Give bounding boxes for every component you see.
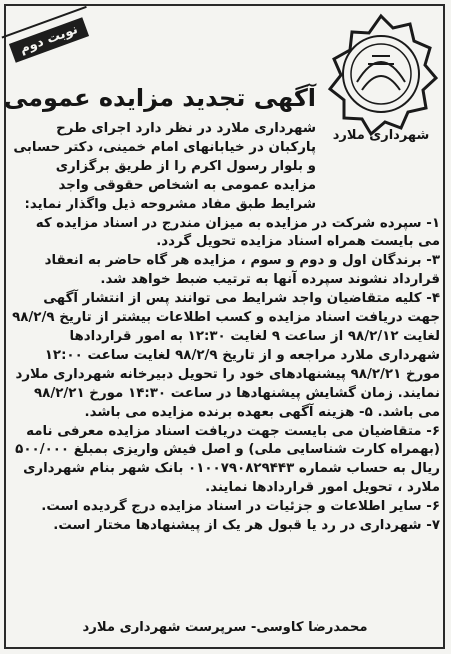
signature: محمدرضا کاوسی- سرپرست شهرداری ملارد bbox=[82, 620, 368, 635]
notice-title: آگهی تجدید مزایده عمومی bbox=[3, 84, 316, 112]
logo-caption: شهرداری ملارد bbox=[332, 128, 430, 143]
turn-badge: نوبت دوم bbox=[9, 17, 89, 62]
clause-6-payment: ۶- متقاضیان می بایست جهت دریافت اسناد مزایده معرفی نامه (بهمراه کارت شناسایی ملی) و اصل فیش واریزی بمبلغ ۵۰۰/۰۰۰ ریال به حساب شماره ۰۱۰۰۷۹۰۸۲۹۴۴۳ بانک شهر بنام شهرداری ملارد ، تحویل امور قراردادها نمایند. bbox=[15, 423, 440, 496]
clause-3: ۳- برندگان اول و دوم و سوم ، مزایده هر گاه حاضر به انعقاد قرارداد نشوند سپرده آنها به ترتیب ضبط خواهد شد. bbox=[44, 253, 440, 288]
clause-6-details: ۶- سایر اطلاعات و جزئیات در اسناد مزایده درج گردیده است. bbox=[41, 499, 440, 515]
notice-body bbox=[10, 120, 440, 536]
clause-1: ۱- سپرده شرکت در مزایده به میزان مندرج در اسناد مزایده که می بایست همراه اسناد مزایده تحویل گردد. bbox=[35, 215, 440, 250]
clause-7: ۷- شهرداری در رد یا قبول هر یک از پیشنهادها مختار است. bbox=[53, 518, 440, 534]
intro-paragraph: شهرداری ملارد در نظر دارد اجرای طرح پارکبان در خیابانهای امام خمینی، دکتر حسابی و بلوار رسول اکرم را از طریق برگزاری مزایده عمومی به اشخاص حقوقی واجد شرایط طبق مفاد مشروحه ذیل واگذار نماید: bbox=[13, 121, 316, 212]
clause-4: ۴- کلیه متقاضیان واجد شرایط می توانند پس از انتشار آگهی جهت دریافت اسناد مزایده و کسب اطلاعات بیشتر از تاریخ ۹۸/۲/۹ لغایت ۹۸/۲/۱۲ از ساعت ۹ لغایت ۱۲:۳۰ به امور قراردادها شهرداری ملارد مراجعه و از تاریخ ۹۸/۲/۹ لغایت ساعت ۱۲:۰۰ مورخ ۹۸/۲/۲۱ پیشنهادهای خود را تحویل دبیرخانه شهرداری ملارد نمایند. زمان گشایش پیشنهادها در ساعت ۱۴:۳۰ مورخ ۹۸/۲/۲۱ می باشد. ۵- هزینه آگهی بعهده برنده مزایده می باشد. bbox=[12, 291, 440, 420]
